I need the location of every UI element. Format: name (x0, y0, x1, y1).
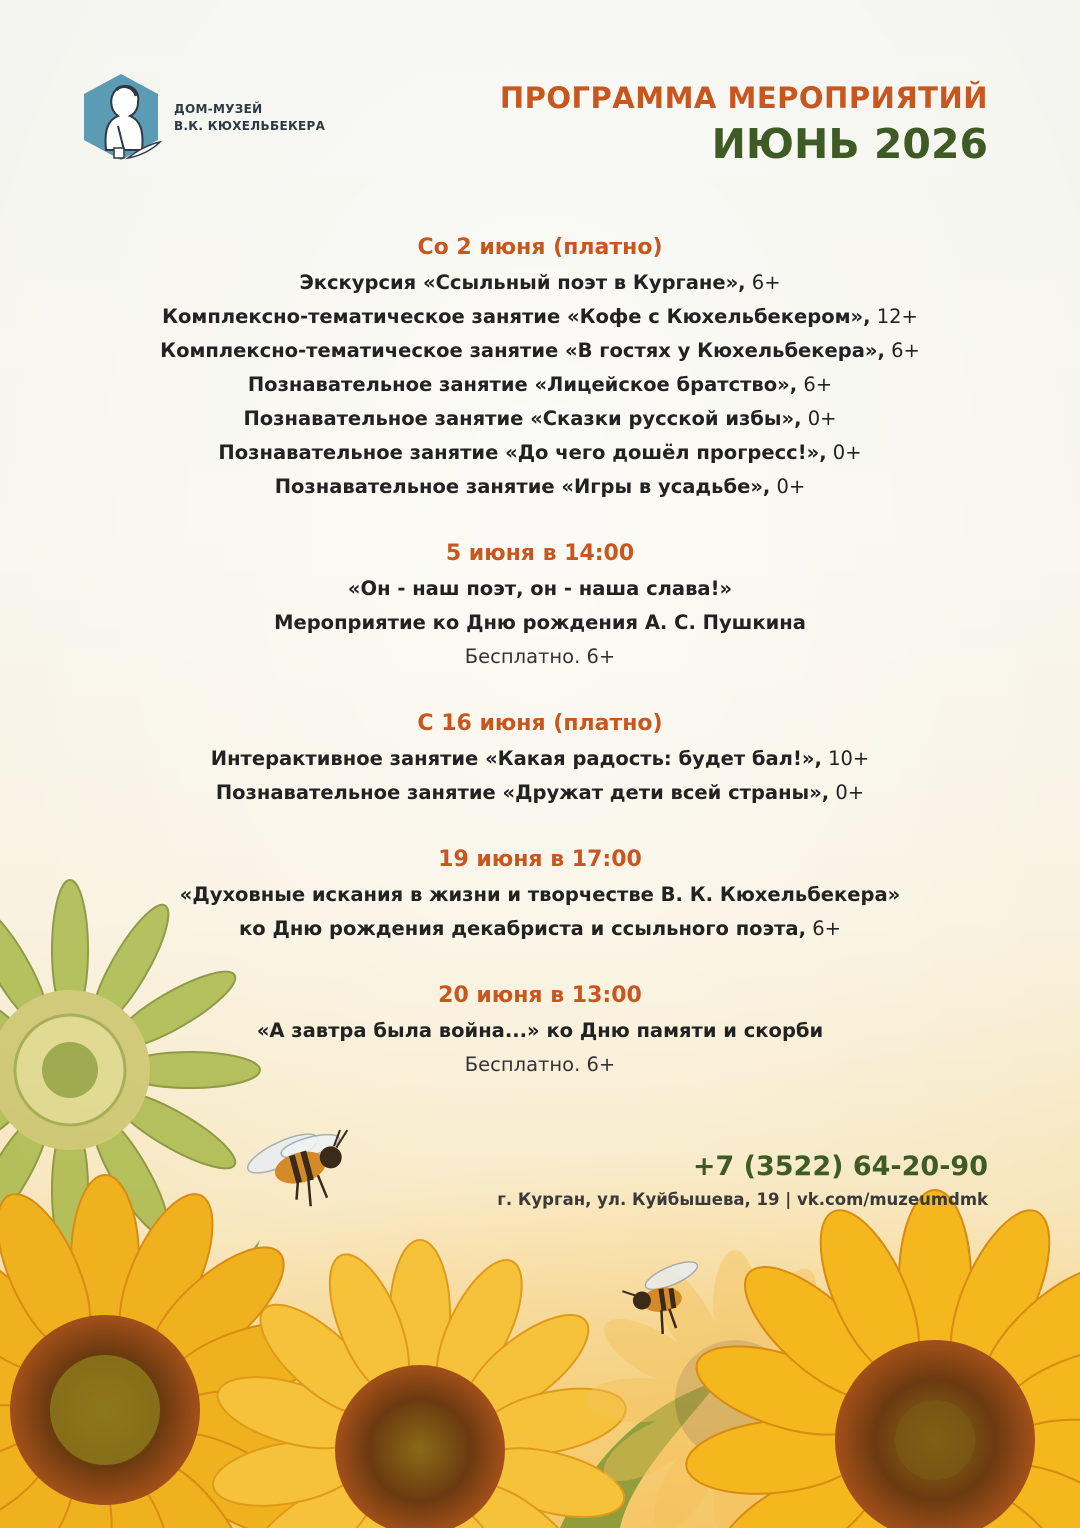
contact-block (497, 1148, 988, 1214)
age-rating: 0+ (829, 781, 865, 804)
age-rating: 6+ (806, 917, 841, 940)
event-name: «Какая радость: будет бал!», (485, 747, 822, 770)
event-section (0, 706, 1080, 810)
event-name: «Духовные искания в жизни и творчестве В. К. Кюхельбекера» (179, 883, 901, 906)
museum-logo (78, 70, 325, 166)
event-line (0, 742, 1080, 776)
age-rating: 0+ (770, 475, 806, 498)
age-rating: 10+ (821, 747, 870, 770)
event-line (0, 402, 1080, 436)
event-type: Познавательное занятие (274, 475, 562, 498)
page-title: ПРОГРАММА МЕРОПРИЯТИЙ (499, 81, 988, 115)
event-type: Комплексно-тематическое занятие (162, 305, 567, 328)
price-note: Бесплатно. 6+ (464, 645, 616, 668)
page-month: ИЮНЬ 2026 (711, 120, 988, 168)
event-section (0, 842, 1080, 946)
age-rating: 6+ (745, 271, 781, 294)
event-line (0, 368, 1080, 402)
event-description: ко Дню рождения декабриста и ссыльного поэта, (239, 917, 806, 940)
event-description: Мероприятие ко Дню рождения А. С. Пушкина (274, 611, 806, 634)
event-section (0, 230, 1080, 504)
event-line (0, 436, 1080, 470)
program-list (0, 230, 1080, 1114)
event-line (0, 606, 1080, 640)
logo-line-2: В.К. КЮХЕЛЬБЕКЕРА (174, 119, 326, 133)
event-line (0, 266, 1080, 300)
event-line (0, 776, 1080, 810)
event-name: «Игры в усадьбе», (561, 475, 771, 498)
event-line (0, 912, 1080, 946)
event-line (0, 470, 1080, 504)
age-rating: 0+ (801, 407, 837, 430)
event-type: Экскурсия (299, 271, 423, 294)
event-name: «Он - наш поэт, он - наша слава!» (347, 577, 733, 600)
event-name: «Сказки русской избы», (530, 407, 802, 430)
age-rating: 6+ (884, 339, 920, 362)
section-date: Со 2 июня (платно) (417, 235, 663, 260)
phone-number[interactable]: +7 (3522) 64-20-90 (692, 1151, 988, 1182)
event-name: «Лицейское братство», (534, 373, 798, 396)
event-section (0, 978, 1080, 1082)
portrait-with-quill-icon (78, 70, 164, 166)
event-type: Познавательное занятие (215, 781, 503, 804)
event-line (0, 300, 1080, 334)
price-note: Бесплатно. 6+ (464, 1053, 616, 1076)
section-date: С 16 июня (платно) (417, 711, 663, 736)
event-name: «Дружат дети всей страны», (502, 781, 830, 804)
event-name: «В гостях у Кюхельбекера», (565, 339, 885, 362)
event-type: Познавательное занятие (218, 441, 506, 464)
event-type: Познавательное занятие (243, 407, 531, 430)
age-rating: 12+ (870, 305, 918, 328)
event-name: «Ссыльный поэт в Кургане», (423, 271, 746, 294)
event-name: «А завтра была война...» ко Дню памяти и скорби (256, 1019, 824, 1042)
event-name: «Кофе с Кюхельбекером», (566, 305, 871, 328)
event-type: Комплексно-тематическое занятие (160, 339, 566, 362)
section-date: 5 июня в 14:00 (445, 541, 635, 566)
event-type: Познавательное занятие (247, 373, 535, 396)
event-type: Интерактивное занятие (210, 747, 486, 770)
section-date: 19 июня в 17:00 (438, 847, 642, 872)
event-line (0, 878, 1080, 912)
logo-line-1: ДОМ-МУЗЕЙ (174, 102, 263, 116)
page-header (500, 78, 988, 170)
section-date: 20 июня в 13:00 (438, 983, 642, 1008)
age-rating: 0+ (826, 441, 862, 464)
event-section (0, 536, 1080, 674)
event-line (0, 334, 1080, 368)
event-line (0, 1014, 1080, 1048)
age-rating: 6+ (797, 373, 833, 396)
address-and-link[interactable]: г. Курган, ул. Куйбышева, 19 | vk.com/muzeumdmk (497, 1190, 988, 1209)
event-line (0, 572, 1080, 606)
event-name: «До чего дошёл прогресс!», (505, 441, 827, 464)
